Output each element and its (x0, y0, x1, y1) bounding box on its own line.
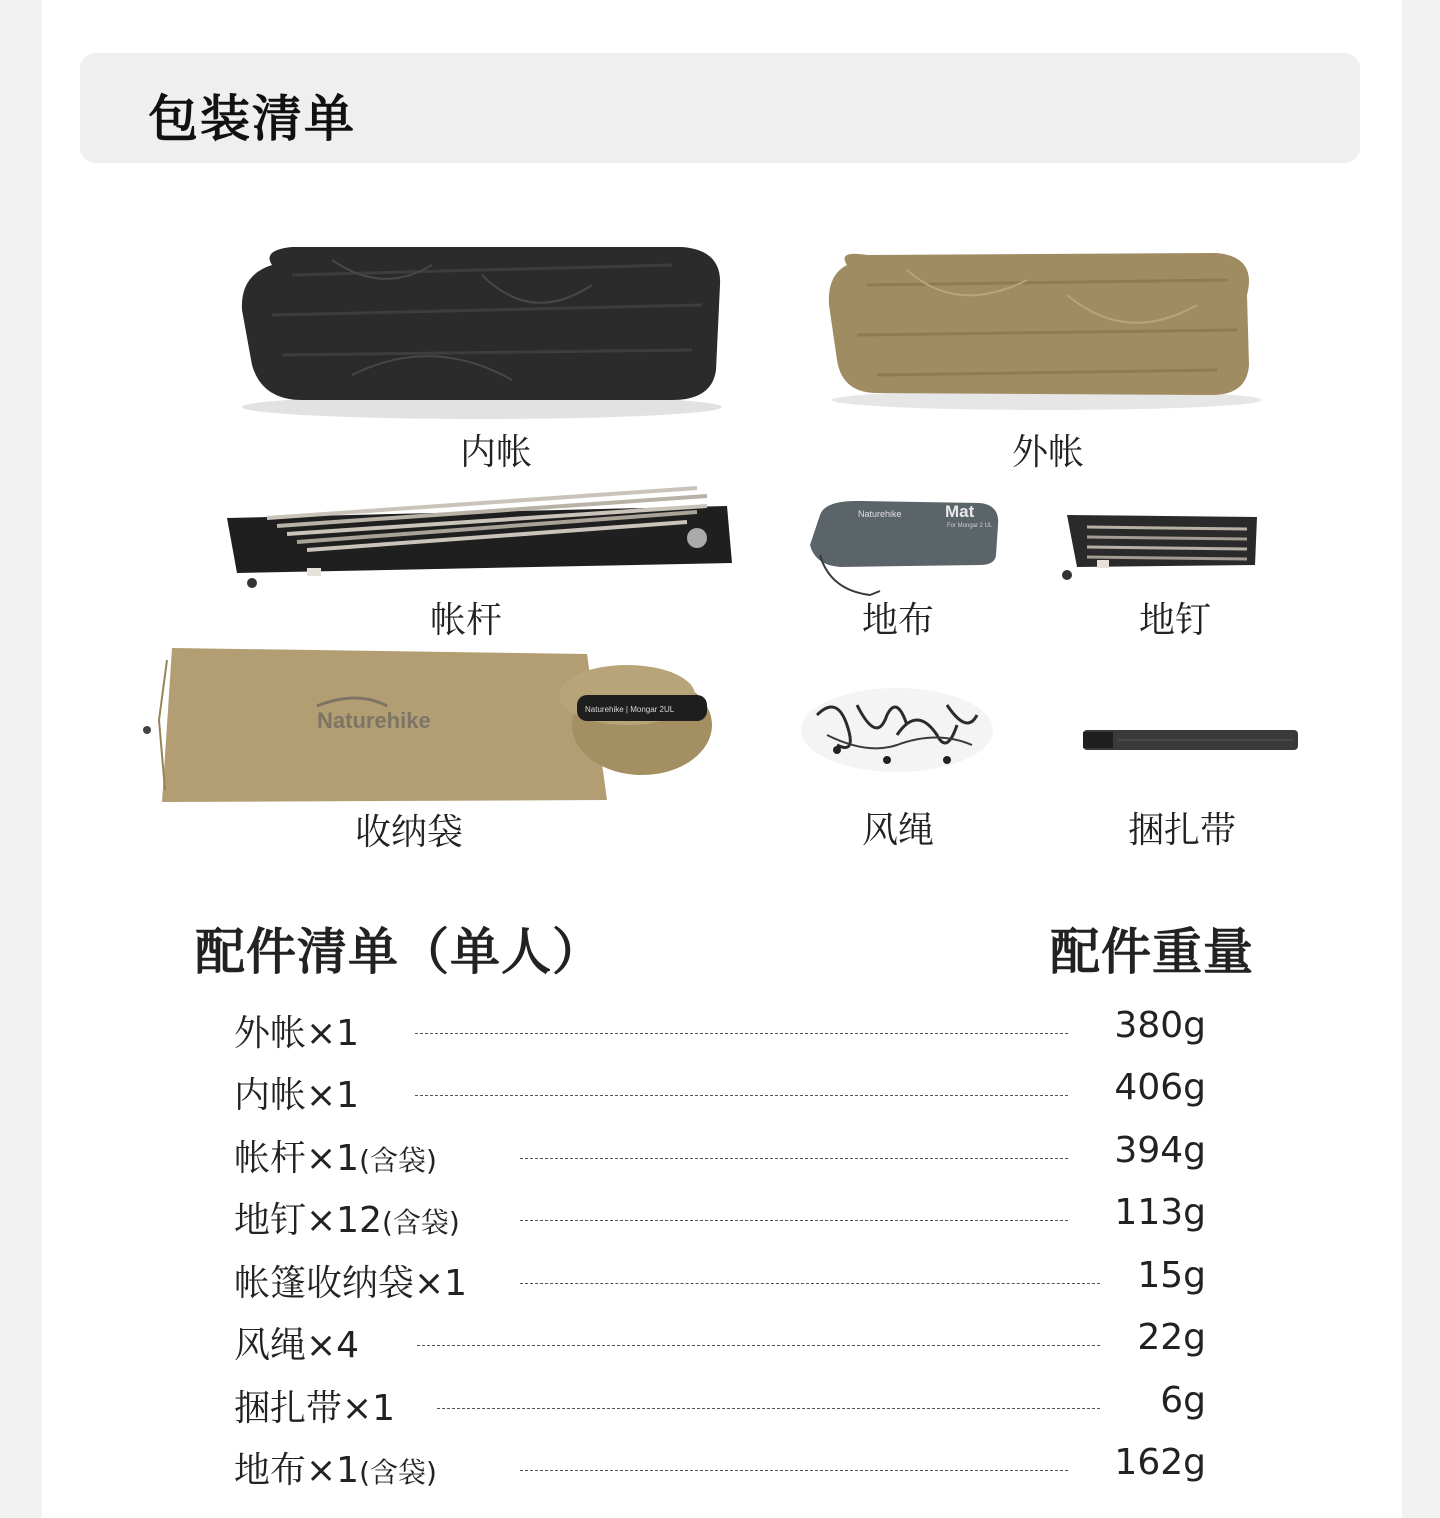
list-item (42, 1192, 1402, 1252)
strap-image (1078, 720, 1303, 760)
mat-print-title: Mat (945, 502, 975, 521)
mat-print-brand: Naturehike (858, 509, 902, 519)
dashed-leader (520, 1283, 1100, 1284)
item-weight: 406g (1114, 1067, 1206, 1108)
item-name: 风绳×4 (234, 1325, 360, 1366)
dashed-leader (520, 1158, 1068, 1159)
list-item (42, 1067, 1402, 1127)
item-name: 帐杆×1 (234, 1138, 360, 1179)
item-weight: 394g (1114, 1130, 1206, 1171)
dashed-leader (437, 1408, 1100, 1409)
item-name: 地布×1 (234, 1450, 360, 1491)
item-note: (含袋) (359, 1144, 437, 1177)
product-label-inner-tent: 内帐 (460, 432, 533, 473)
page (42, 0, 1402, 1518)
stakes-image (1057, 505, 1262, 585)
guy-ropes-image (797, 685, 997, 775)
section-title: 包装清单 (148, 90, 356, 148)
section-header (80, 53, 1360, 163)
bag-print-brand: Naturehike (317, 708, 431, 733)
tent-poles-image (207, 478, 747, 598)
product-label-stakes: 地钉 (1139, 600, 1212, 641)
item-note: (含袋) (381, 1206, 460, 1239)
dashed-leader (520, 1220, 1068, 1221)
outer-tent-image (817, 245, 1267, 415)
bag-strap-print: Naturehike | Mongar 2UL (585, 705, 675, 714)
item-weight: 162g (1114, 1442, 1206, 1483)
dashed-leader (415, 1033, 1068, 1034)
dashed-leader (415, 1095, 1068, 1096)
product-label-ropes: 风绳 (862, 810, 935, 851)
accessories-title: 配件清单（单人） (195, 923, 603, 981)
dashed-leader (417, 1345, 1100, 1346)
list-item (42, 1317, 1402, 1377)
item-name: 捆扎带×1 (234, 1388, 396, 1429)
item-name: 地钉×12 (234, 1200, 382, 1241)
dashed-leader (520, 1470, 1068, 1471)
product-label-poles: 帐杆 (430, 600, 503, 641)
list-item (42, 1255, 1402, 1315)
storage-bag-image (137, 640, 712, 810)
inner-tent-image (232, 235, 742, 425)
product-label-mat: 地布 (862, 600, 935, 641)
product-label-outer-tent: 外帐 (1012, 432, 1085, 473)
list-item (42, 1130, 1402, 1190)
item-weight: 380g (1114, 1005, 1206, 1046)
product-label-strap: 捆扎带 (1128, 810, 1237, 851)
item-weight: 22g (1137, 1317, 1206, 1358)
item-weight: 6g (1160, 1380, 1206, 1421)
item-name: 外帐×1 (234, 1013, 360, 1054)
item-name: 帐篷收纳袋×1 (234, 1263, 468, 1304)
list-item (42, 1005, 1402, 1065)
item-weight: 15g (1137, 1255, 1206, 1296)
list-item (42, 1380, 1402, 1440)
mat-print-subtitle: For Mongar 2 UL (947, 523, 993, 529)
accessories-weight-title: 配件重量 (1050, 923, 1254, 981)
item-name: 内帐×1 (234, 1075, 360, 1116)
item-weight: 113g (1114, 1192, 1206, 1233)
ground-mat-image (800, 495, 1010, 605)
item-note: (含袋) (359, 1456, 437, 1489)
product-label-storage-bag: 收纳袋 (355, 812, 464, 853)
list-item (42, 1442, 1402, 1502)
